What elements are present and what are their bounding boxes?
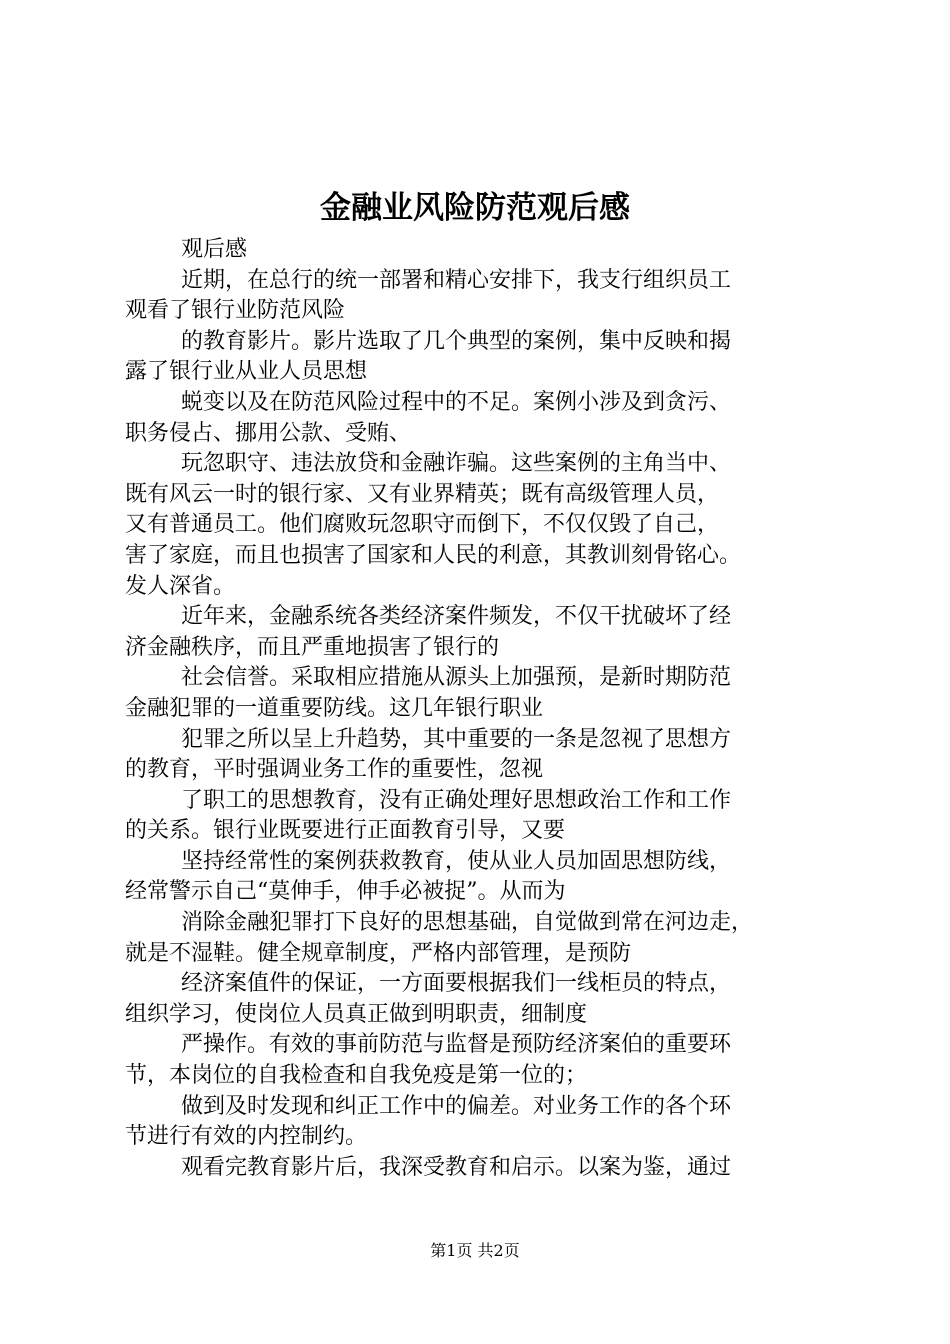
text-line: 济金融秩序，而且严重地损害了银行的 [125,634,500,660]
text-line: 害了家庭，而且也损害了国家和人民的利意，其教训刻骨铭心。 [125,542,742,568]
text-line: 坚持经常性的案例获救教育，使从业人员加固思想防线， [181,848,732,874]
text-line: 观后感 [181,237,248,262]
text-line: 又有普通员工。他们腐败玩忽职守而倒下，不仅仅毁了自己， [125,512,720,538]
text-line: 经济案值件的保证，一方面要根据我们一线柜员的特点， [181,971,732,997]
text-line: 节，本岗位的自我检查和自我免疫是第一位的； [125,1063,588,1089]
text-line: 经常警示自己“莫伸手，伸手必被捉”。从而为 [125,879,566,905]
text-line: 的教育影片。影片选取了几个典型的案例，集中反映和揭 [181,328,732,354]
text-line: 玩忽职守、违法放贷和金融诈骗。这些案例的主角当中、 [181,451,732,477]
text-line: 社会信誉。采取相应措施从源头上加强预，是新时期防范 [181,665,732,691]
text-line: 观看了银行业防范风险 [125,298,346,324]
text-line: 严操作。有效的事前防范与监督是预防经济案伯的重要环 [181,1032,732,1058]
text-line: 露了银行业从业人员思想 [125,359,368,385]
text-line: 金融犯罪的一道重要防线。这几年银行职业 [125,695,544,721]
text-line: 的教育，平时强调业务工作的重要性，忽视 [125,757,544,783]
text-line: 的关系。银行业既要进行正面教育引导，又要 [125,818,566,844]
text-line: 职务侵占、挪用公款、受贿、 [125,420,412,446]
text-line: 犯罪之所以呈上升趋势，其中重要的一条是忽视了思想方 [181,726,732,752]
text-line: 节进行有效的内控制约。 [125,1124,368,1150]
page-footer: 第1页 共2页 [430,1241,520,1260]
document-body [125,235,835,1183]
document-title: 金融业风险防范观后感 [320,190,630,226]
text-line: 消除金融犯罪打下良好的思想基础，自觉做到常在河边走， [181,910,754,936]
text-line: 观看完教育影片后，我深受教育和启示。以案为鉴，通过 [181,1154,732,1180]
text-line: 组织学习，使岗位人员真正做到明职责，细制度 [125,1001,588,1027]
text-line: 了职工的思想教育，没有正确处理好思想政治工作和工作 [181,787,732,813]
text-line: 既有风云一时的银行家、又有业界精英；既有高级管理人员， [125,481,720,507]
text-line: 蜕变以及在防范风险过程中的不足。案例小涉及到贪污、 [181,389,732,415]
text-line: 发人深省。 [125,573,236,599]
text-line: 近期，在总行的统一部署和精心安排下，我支行组织员工 [181,267,732,293]
text-line: 就是不湿鞋。健全规章制度，严格内部管理，是预防 [125,940,632,966]
text-line: 近年来，金融系统各类经济案件频发，不仅干扰破坏了经 [181,604,732,630]
text-line: 做到及时发现和纠正工作中的偏差。对业务工作的各个环 [181,1093,732,1119]
